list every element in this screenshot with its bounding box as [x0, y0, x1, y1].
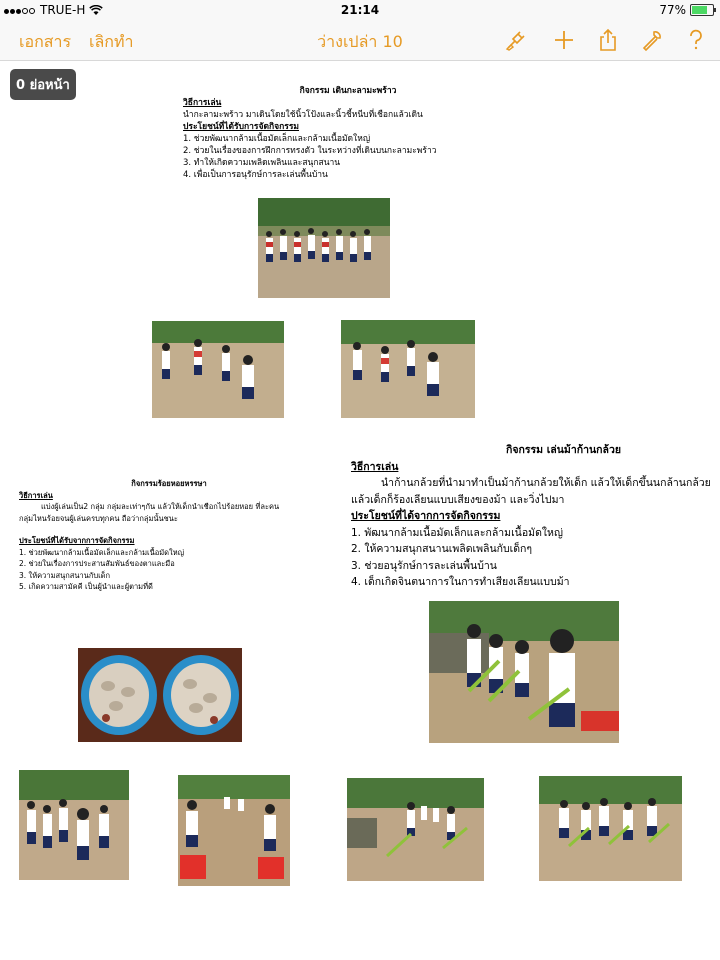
benefit-label: ประโยชน์ที่ได้จากการจัดกิจกรรม [351, 510, 501, 522]
undo-button[interactable]: เลิกทำ [89, 32, 134, 51]
benefit-item: 3. ช่วยอนุรักษ์การละเล่นพื้นบ้าน [351, 559, 497, 572]
coconut-walk-photo-2 [341, 320, 475, 418]
benefit-item: 4. เพื่อเป็นการอนุรักษ์การละเล่นพื้นบ้าน [183, 170, 328, 180]
how-to-play-text: กลุ่มไหนร้อยจนผู้เล่นครบทุกคน ถือว่ากลุ่มนั้นชนะ [19, 513, 178, 523]
plus-icon[interactable] [552, 28, 576, 52]
bottom-photo-1 [19, 770, 129, 880]
coconut-walk-photo-1 [152, 321, 284, 418]
battery-area [659, 3, 714, 17]
status-bar [0, 0, 720, 20]
benefit-item: 3. ทำให้เกิดความเพลิดเพลินและสนุกสนาน [183, 158, 341, 168]
bottom-photo-4 [539, 776, 682, 881]
toolbar [0, 20, 720, 61]
wrench-icon[interactable] [640, 28, 664, 52]
bottom-photo-2 [178, 775, 290, 886]
banana-horse-photo [429, 601, 619, 743]
benefit-item: 2. ช่วยในเรื่องของการฝึกการทรงตัว ในระหว่างที่เดินบนกะลามะพร้าว [183, 146, 437, 156]
children-group-photo [258, 198, 390, 298]
section-shell-threading [19, 478, 319, 593]
section-title: กิจกรรม เล่นม้าก้านกล้วย [505, 444, 621, 456]
benefit-item: 4. เด็กเกิดจินตนาการในการทำเสียงเลียนแบบม้า [351, 576, 570, 588]
carrier-label: TRUE-H [40, 3, 86, 17]
benefit-item: 3. ให้ความสนุกสนานกับเด็ก [19, 570, 111, 580]
how-to-play-text: นำกะลามะพร้าว มาเดินโดยใช้นิ้วโป้งและนิ้วชี้หนีบที่เชือกแล้วเดิน [183, 110, 423, 120]
how-to-play-label: วิธีการเล่น [351, 460, 399, 473]
share-icon[interactable] [596, 28, 620, 52]
brush-icon[interactable] [504, 28, 528, 52]
section-banana-horse [351, 442, 716, 591]
clock: 21:14 [340, 3, 380, 17]
benefit-item: 2. ช่วยในเรื่องการประสานสัมพันธ์ของตาและมือ [19, 559, 175, 568]
bottom-photo-3 [347, 778, 484, 881]
battery-percent: 77% [659, 3, 686, 17]
section-title: กิจกรรมร้อยหอยหรรษา [131, 479, 207, 488]
benefit-item: 5. เกิดความสามัคคี เป็นผู้นำและผู้ตามที่ดี [19, 582, 153, 591]
document-title[interactable]: ว่างเปล่า 10 [317, 32, 403, 51]
paragraph-count-badge[interactable]: 0 ย่อหน้า [10, 69, 76, 100]
benefit-item: 1. ช่วยพัฒนากล้ามเนื้อมัดเล็กและกล้ามเนื้อมัดใหญ่ [183, 134, 371, 144]
shell-baskets-photo [78, 648, 242, 742]
section-coconut-walk [183, 85, 513, 181]
help-icon[interactable] [684, 28, 708, 52]
how-to-play-text: แล้วเด็กก็ร้องเลียนแบบเสียงของม้า และวิ่งไปมา [351, 493, 565, 506]
how-to-play-text: นำก้านกล้วยที่นำมาทำเป็นม้าก้านกล้วยให้เด็ก แล้วให้เด็กขึ้นนกล้านกล้วย [381, 477, 711, 489]
how-to-play-label: วิธีการเล่น [19, 490, 53, 500]
benefit-label: ประโยชน์ที่ได้รับจากการจัดกิจกรรม [19, 536, 135, 545]
documents-button[interactable]: เอกสาร [19, 32, 72, 51]
benefit-item: 1. ช่วยพัฒนากล้ามเนื้อมัดเล็กและกล้ามเนื้อมัดใหญ่ [19, 547, 185, 557]
benefit-item: 1. พัฒนากล้ามเนื้อมัดเล็กและกล้ามเนื้อมัดใหญ่ [351, 526, 563, 539]
section-title: กิจกรรม เดินกะลามะพร้าว [299, 86, 397, 96]
benefit-label: ประโยชน์ที่ได้รับการจัดกิจกรรม [183, 122, 300, 132]
how-to-play-text: แบ่งผู้เล่นเป็น2 กลุ่ม กลุ่มละเท่าๆกัน แล้วให้เด็กนำเชือกไปร้อยหอย ที่ละคน [41, 502, 280, 511]
battery-icon [690, 4, 714, 16]
benefit-item: 2. ให้ความสนุกสนานเพลิดเพลินกับเด็กๆ [351, 543, 533, 555]
how-to-play-label: วิธีการเล่น [183, 98, 222, 108]
